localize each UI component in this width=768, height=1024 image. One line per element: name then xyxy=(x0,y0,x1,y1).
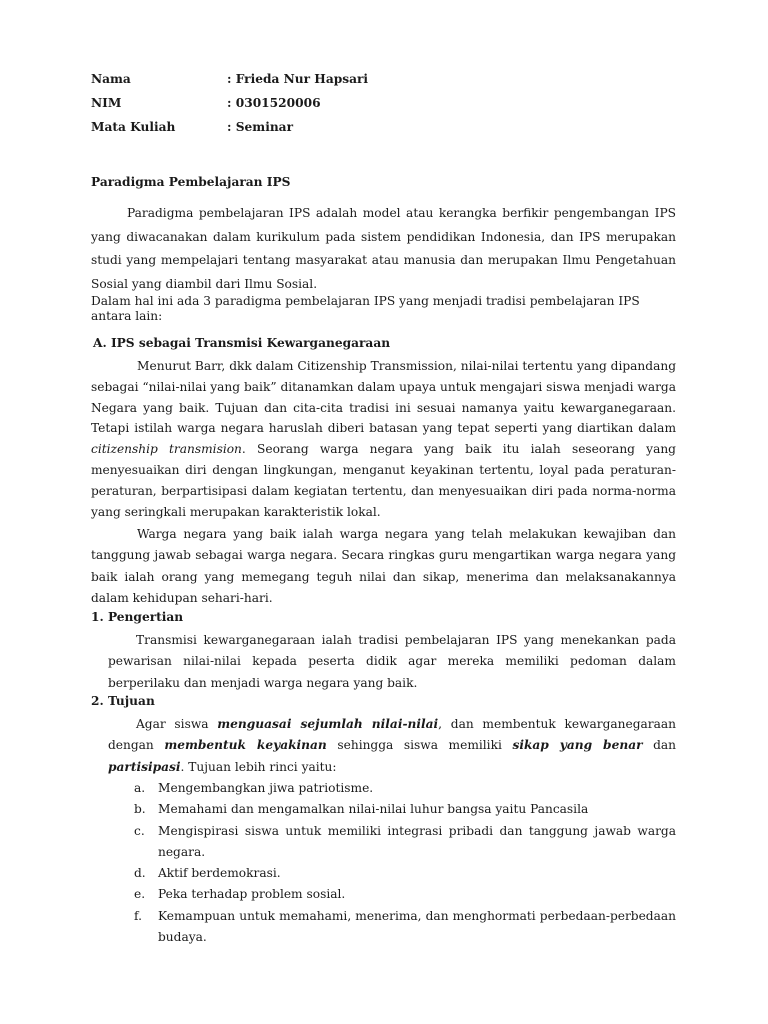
paragraph-barr xyxy=(91,356,676,522)
lead-paragraph: Dalam hal ini ada 3 paradigma pembelajaran IPS yang menjadi tradisi pembelajaran IPS antara lain: xyxy=(91,294,640,323)
tujuan-text-3: sehingga siswa memiliki xyxy=(326,738,513,753)
list-marker: e. xyxy=(134,887,146,902)
list-text: Kemampuan untuk memahami, menerima, dan menghormati perbedaan-perbedaan budaya. xyxy=(158,908,676,945)
list-item xyxy=(134,799,676,820)
list-item xyxy=(134,863,676,884)
value-nama: : Frieda Nur Hapsari xyxy=(227,72,369,86)
section-a-heading: A. IPS sebagai Transmisi Kewarganegaraan xyxy=(93,336,391,350)
list-marker: b. xyxy=(134,802,146,817)
paragraph-tujuan xyxy=(108,714,676,778)
tujuan-emphasis-2: membentuk keyakinan xyxy=(164,738,327,753)
tujuan-emphasis-4: partisipasi xyxy=(108,759,181,774)
tujuan-emphasis-3: sikap yang benar xyxy=(512,738,643,753)
tujuan-text-2: , dan membentuk kewarganegaraan dengan xyxy=(108,717,676,753)
value-nim: : 0301520006 xyxy=(227,96,321,110)
paragraph-barr-text-b: . Seorang warga negara yang baik itu ialah seseorang yang menyesuaikan diri dengan lingkungan, menganut keyakinan tertentu, loyal pada peraturan-peraturan, berpartisipasi dalam kegiatan tertentu, dan menyesuaikan diri pada norma-norma yang seringkali merupakan karakteristik lokal. xyxy=(91,442,676,519)
value-mata-kuliah: : Seminar xyxy=(227,120,294,134)
heading-pengertian: 1. Pengertian xyxy=(91,610,184,624)
paragraph-pengertian: Transmisi kewarganegaraan ialah tradisi pembelajaran IPS yang menekankan pada pewarisan nilai-nilai kepada peserta didik agar mereka memiliki pedoman dalam berperilaku dan menjadi warga negara yang baik. xyxy=(108,633,676,690)
list-text: Mengispirasi siswa untuk memiliki integrasi pribadi dan tanggung jawab warga negara. xyxy=(158,823,676,859)
tujuan-emphasis-1: menguasai sejumlah nilai-nilai xyxy=(217,717,439,731)
list-marker: f. xyxy=(134,908,142,923)
list-item xyxy=(134,821,676,864)
citizenship-term: citizenship transmision xyxy=(91,442,242,457)
label-mata-kuliah: Mata Kuliah xyxy=(91,120,176,134)
tujuan-text-4: dan xyxy=(642,738,677,753)
label-nama: Nama xyxy=(91,72,131,86)
list-text: Peka terhadap problem sosial. xyxy=(158,887,346,902)
list-text: Memahami dan mengamalkan nilai-nilai luhur bangsa yaitu Pancasila xyxy=(158,802,589,817)
document-title: Paradigma Pembelajaran IPS xyxy=(91,175,291,189)
list-item xyxy=(134,778,676,799)
tujuan-text-5: . Tujuan lebih rinci yaitu: xyxy=(180,759,337,774)
intro-paragraph: Paradigma pembelajaran IPS adalah model atau kerangka berfikir pengembangan IPS yang diwacanakan dalam kurikulum pada sistem pendidikan Indonesia, dan IPS merupakan studi yang mempelajari tentang masyarakat atau manusia dan merupakan Ilmu Pengetahuan Sosial yang diambil dari Ilmu Sosial. xyxy=(91,206,676,291)
list-marker: a. xyxy=(134,781,146,795)
heading-tujuan: 2. Tujuan xyxy=(91,694,155,708)
paragraph-warga-negara: Warga negara yang baik ialah warga negara yang telah melakukan kewajiban dan tanggung jawab sebagai warga negara. Secara ringkas guru mengartikan warga negara yang baik ialah orang yang memegang teguh nilai dan sikap, menerima dan melaksanakannya dalam kehidupan sehari-hari. xyxy=(91,527,676,605)
tujuan-text-1: Agar siswa xyxy=(136,717,218,731)
list-text: Aktif berdemokrasi. xyxy=(158,866,281,881)
tujuan-list xyxy=(134,778,676,948)
label-nim: NIM xyxy=(91,96,122,110)
list-marker: c. xyxy=(134,823,145,838)
list-text: Mengembangkan jiwa patriotisme. xyxy=(158,781,374,795)
list-item xyxy=(134,884,676,905)
list-marker: d. xyxy=(134,866,146,881)
list-item xyxy=(134,906,676,949)
paragraph-barr-text-a: Menurut Barr, dkk dalam Citizenship Transmission, nilai-nilai tertentu yang dipandang sebagai “nilai-nilai yang baik” ditanamkan dalam upaya untuk mengajari siswa menjadi warga Negara yang baik. Tujuan dan cita-cita tradisi ini sesuai namanya yaitu kewarganegaraan. Tetapi istilah warga negara haruslah diberi batasan yang tepat seperti yang diartikan dalam xyxy=(91,359,676,436)
